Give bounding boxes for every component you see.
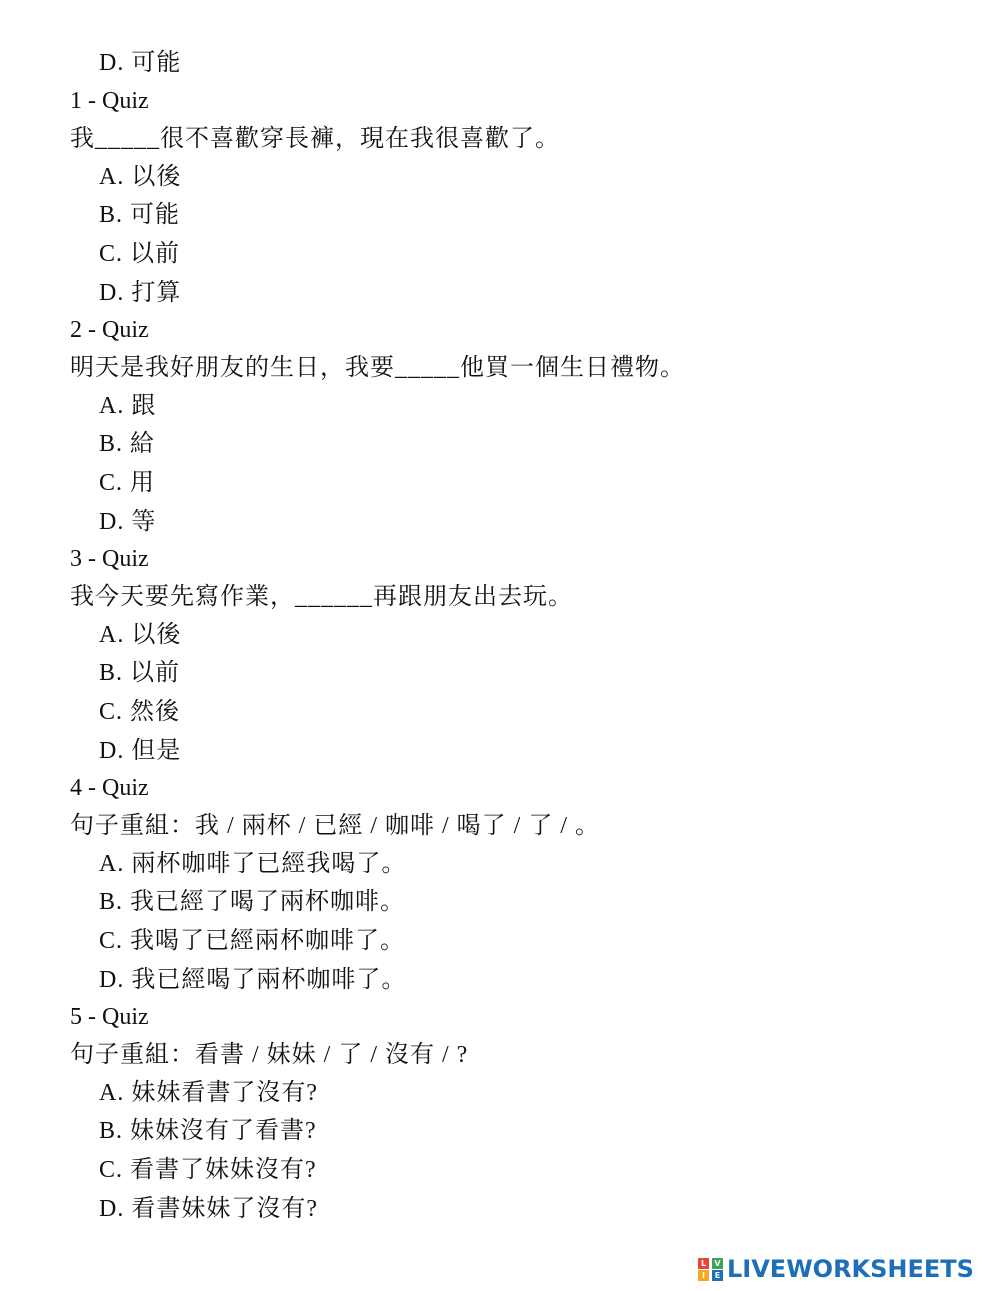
- liveworksheets-logo[interactable]: [698, 1254, 974, 1284]
- quiz-1-title: 1 - Quiz: [70, 88, 149, 114]
- quiz-1-option-d[interactable]: D. 打算: [99, 280, 182, 306]
- logo-text: LIVEWORKSHEETS: [727, 1255, 974, 1283]
- quiz-3-prompt: 我今天要先寫作業，______再跟朋友出去玩。: [70, 584, 573, 610]
- logo-block-i: I: [698, 1270, 709, 1281]
- logo-blocks-icon: [698, 1258, 709, 1281]
- logo-block-v: V: [712, 1258, 723, 1269]
- quiz-3-option-c[interactable]: C. 然後: [99, 699, 181, 725]
- quiz-4-option-c[interactable]: C. 我喝了已經兩杯咖啡了。: [99, 928, 406, 954]
- quiz-2-option-a[interactable]: A. 跟: [99, 393, 157, 419]
- quiz-5-option-d[interactable]: D. 看書妹妹了沒有?: [99, 1196, 318, 1222]
- quiz-5-title: 5 - Quiz: [70, 1004, 149, 1030]
- logo-blocks-icon-2: [712, 1258, 723, 1281]
- quiz-4-option-a[interactable]: A. 兩杯咖啡了已經我喝了。: [99, 851, 407, 877]
- quiz-5-option-b[interactable]: B. 妹妹沒有了看書?: [99, 1118, 317, 1144]
- quiz-4-option-d[interactable]: D. 我已經喝了兩杯咖啡了。: [99, 967, 407, 993]
- quiz-3-option-b[interactable]: B. 以前: [99, 660, 181, 686]
- previous-option-d[interactable]: D. 可能: [99, 50, 182, 76]
- quiz-3-option-a[interactable]: A. 以後: [99, 622, 182, 648]
- quiz-4-title: 4 - Quiz: [70, 775, 149, 801]
- quiz-3-title: 3 - Quiz: [70, 546, 149, 572]
- quiz-5-option-a[interactable]: A. 妹妹看書了沒有?: [99, 1080, 318, 1106]
- quiz-2-option-b[interactable]: B. 給: [99, 431, 156, 457]
- quiz-5-option-c[interactable]: C. 看書了妹妹沒有?: [99, 1157, 317, 1183]
- quiz-1-option-a[interactable]: A. 以後: [99, 164, 182, 190]
- quiz-5-prompt: 句子重組：看書 / 妹妹 / 了 / 沒有 / ?: [70, 1042, 469, 1068]
- logo-block-l: L: [698, 1258, 709, 1269]
- quiz-4-option-b[interactable]: B. 我已經了喝了兩杯咖啡。: [99, 889, 406, 915]
- quiz-1-option-c[interactable]: C. 以前: [99, 241, 181, 267]
- quiz-1-prompt: 我_____很不喜歡穿長褲，現在我很喜歡了。: [70, 126, 560, 152]
- quiz-2-option-c[interactable]: C. 用: [99, 470, 156, 496]
- quiz-2-title: 2 - Quiz: [70, 317, 149, 343]
- logo-block-e: E: [712, 1270, 723, 1281]
- quiz-2-prompt: 明天是我好朋友的生日，我要_____他買一個生日禮物。: [70, 355, 685, 381]
- quiz-2-option-d[interactable]: D. 等: [99, 509, 157, 535]
- quiz-3-option-d[interactable]: D. 但是: [99, 738, 182, 764]
- quiz-1-option-b[interactable]: B. 可能: [99, 202, 181, 228]
- quiz-4-prompt: 句子重組：我 / 兩杯 / 已經 / 咖啡 / 喝了 / 了 / 。: [70, 813, 601, 839]
